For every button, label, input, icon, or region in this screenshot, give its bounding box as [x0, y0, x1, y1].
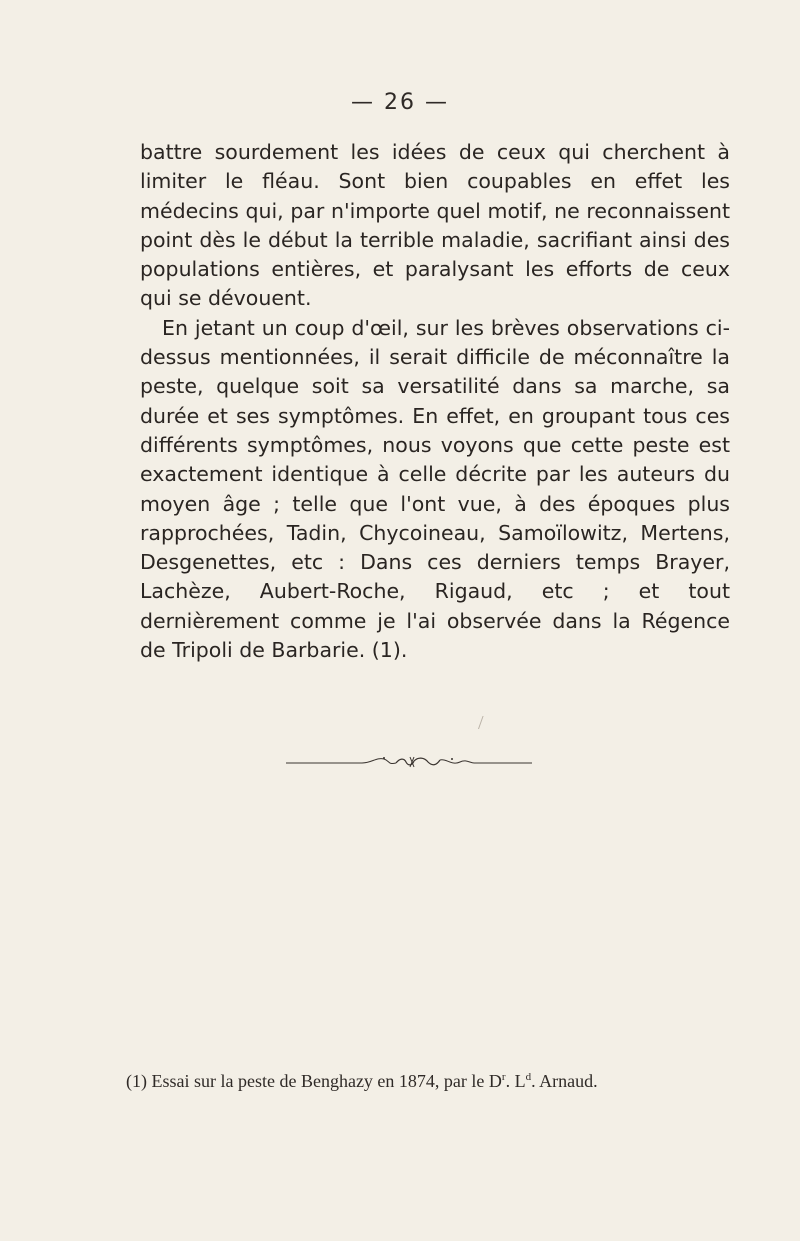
paragraph-2: En jetant un coup d'œil, sur les brèves observations ci-dessus mentionnées, il serait difficile de méconnaître la peste, quelque soit sa versatilité dans sa marche, sa durée et ses symptômes. En effet, en groupant tous ces différents symptômes, nous voyons que cette peste est exactement identique à celle décrite par les auteurs du moyen âge ; telle que l'ont vue, à des époques plus rapprochées, Tadin, Chycoineau, Samoïlowitz, Mertens, Desgenettes, etc : Dans ces derniers temps Brayer, Lachèze, Aubert-Roche, Rigaud, etc ; et tout dernièrement comme je l'ai observée dans la Régence de Tripoli de Barbarie. (1).	[140, 315, 730, 663]
footnote-text: Essai sur la peste de Benghazy en 1874, par le D	[151, 1071, 502, 1091]
footnote-text-end: . Arnaud.	[531, 1071, 598, 1091]
body-text	[140, 138, 730, 665]
footnote	[126, 1069, 726, 1093]
page-number: — 26 —	[351, 90, 449, 115]
paragraph-1: battre sourdement les idées de ceux qui cherchent à limiter le fléau. Sont bien coupables en effet les médecins qui, par n'importe quel motif, ne reconnaissent point dès le début la terrible maladie, sacrifiant ainsi des populations entières, et paralysant les efforts de ceux qui se dévouent.	[140, 140, 730, 311]
ornamental-divider-icon	[284, 754, 534, 770]
stray-mark: /	[478, 712, 484, 734]
footnote-text-mid: . L	[505, 1071, 526, 1091]
footnote-marker: (1)	[126, 1071, 147, 1091]
footnote-sup-d: d	[525, 1071, 532, 1083]
footnote-sup-r: r	[501, 1071, 506, 1083]
